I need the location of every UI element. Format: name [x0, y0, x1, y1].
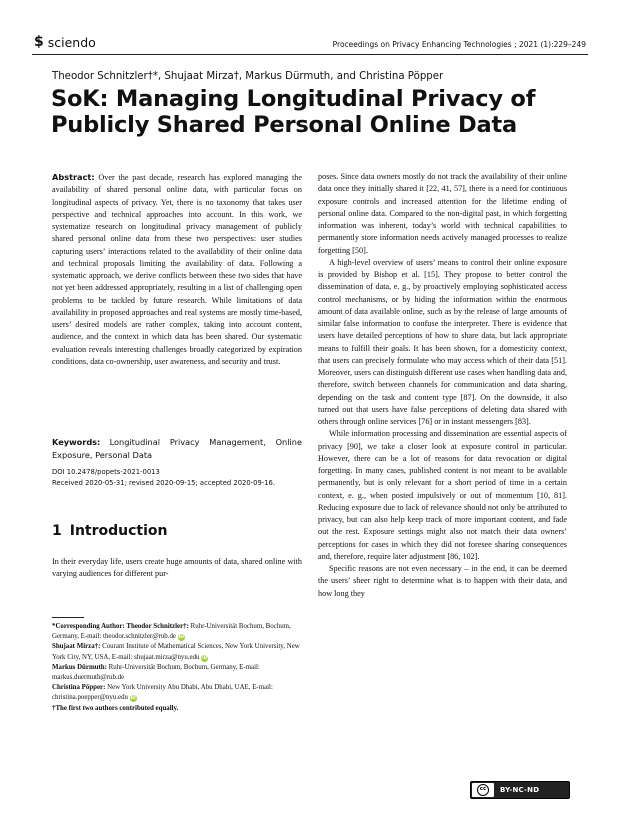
orcid-icon[interactable]: iD: [130, 696, 136, 702]
keywords: [52, 436, 302, 463]
creative-commons-icon: cc: [472, 783, 494, 797]
keywords-label: Keywords:: [52, 437, 101, 447]
abstract-label: Abstract:: [52, 172, 95, 182]
abstract: [52, 171, 302, 368]
publication-info: [52, 467, 275, 489]
body-paragraph: Specific reasons are not even necessary – in the end, it can be deemed the users’ sheer right to determine what is to happen with their data, and how long they: [318, 564, 567, 598]
footnote-item: [52, 704, 302, 714]
right-column: [318, 171, 567, 600]
logo-text: sciendo: [47, 34, 96, 50]
journal-header: Proceedings on Privacy Enhancing Technologies ; 2021 (1):229–249: [332, 40, 586, 49]
footnote-author: Markus Dürmuth:: [52, 663, 107, 671]
footnote-affiliation: New York University Abu Dhabi, Abu Dhabi, UAE, E-mail: christina.poepper@nyu.edu: [52, 684, 273, 702]
footnote-affiliation: Ruhr-Universität Bochum, Bochum, Germany, E-mail: theodor.schnitzler@rub.de: [52, 623, 291, 641]
footnote-affiliation: Courant Institute of Mathematical Sciences, New York University, New York City, NY, USA, E-mail: shujaat.mirza@nyu.edu: [52, 643, 300, 661]
intro-paragraph: In their everyday life, users create huge amounts of data, shared online with varying audiences for different pur-: [52, 557, 302, 579]
footnotes: [52, 622, 302, 714]
footnote-author: Christina Pöpper:: [52, 684, 106, 692]
received-dates: Received 2020-05-31; revised 2020-09-15; accepted 2020-09-16.: [52, 479, 276, 487]
footnote-rule: [52, 617, 84, 618]
section-title: Introduction: [69, 523, 168, 539]
footnote-item: [52, 683, 302, 703]
orcid-icon[interactable]: iD: [202, 655, 208, 661]
footnote-affiliation: Ruhr-Universität Bochum, Bochum, Germany, E-mail: markus.duermuth@rub.de: [52, 663, 260, 682]
footnote-author: Shujaat Mirza†:: [52, 643, 101, 651]
abstract-text: Over the past decade, research has explored managing the availability of shared personal online data, with particular focus on longitudinal aspects of privacy. Yet, there is no taxonomy that takes user perspective and technical approaches into account. In this work, we systematize research on longitudinal privacy management of publicly shared personal online data from these two perspectives: user studies capturing users’ interactions related to the availability of their online data and technical proposals limiting the availability of data. Following a systematic approach, we derive conflicts between these two sides that have not yet been addressed appropriately, resulting in a list of challenging open problems to be tackled by future research. While limitations of data availability in proposed approaches and real systems are mostly time-based, users’ desired models are rather complex, taking into account content, audience, and the context in which data has been shared. Our systematic evaluation reveals interesting challenges broadly categorized by expiration conditions, data co-ownership, user awareness, and security and trust.: [52, 173, 303, 366]
doi: DOI 10.2478/popets-2021-0013: [52, 468, 160, 476]
body-paragraph: While information processing and dissemination are essential aspects of privacy [90], we take a closer look at exposure control in particular. However, there can be a lot of reasons for data revocation or digital forgetting. In many cases, published content is not meant to be available permanently, but is only relevant for a short period of time in a certain context, e. g., when posted impulsively or out of momentum [10, 81]. Reducing exposure due to lack of relevance should not only be attributed to privacy, but can also help keep track of more important content, and fade out the rest. Exposure settings might also not match their data owners’ perceptions for cases in which they did not foresee sharing consequences and, therefore, require later adjustment [86, 102].: [318, 429, 567, 561]
author-list: Theodor Schnitzler†*, Shujaat Mirza†, Markus Dürmuth, and Christina Pöpper: [52, 71, 444, 82]
paper-title: SoK: Managing Longitudinal Privacy of Publicly Shared Personal Online Data: [51, 86, 536, 138]
header-rule: [32, 54, 588, 55]
sciendo-s-icon: $: [34, 34, 44, 50]
body-paragraph: A high-level overview of users’ means to control their online exposure is provided by Bishop et al. [15]. They propose to better control the dissemination of data, e. g., by proactively employing sophisticated access control mechanisms, or by hiding the information within the enormous amount of data available online, such as by the release of large amounts of similar false information to confuse the interpreter. There is evidence that users have detailed perceptions of how to share data, but lack appropriate means to fulfill their goals. It has been shown, for a domesticity context, that users can precisely formulate who may access which of their data [51]. Moreover, users can distinguish different use cases when handling data and, therefore, switch between channels for communication and data sharing, depending on the task and content type [87]. On the downside, it also turned out that users have false perceptions of deleting data shared with others through online services [76] or in instant messengers [83].: [318, 257, 567, 426]
footnote-item: [52, 622, 302, 642]
license-text: BY-NC-ND: [500, 786, 540, 794]
license-badge[interactable]: [470, 781, 570, 799]
footnote-author: *Corresponding Author: Theodor Schnitzler†:: [52, 623, 189, 630]
sciendo-logo: [34, 34, 96, 50]
keywords-text: Longitudinal Privacy Management, Online Exposure, Personal Data: [52, 437, 303, 461]
body-paragraph: poses. Since data owners mostly do not track the availability of their online data once they initially shared it [22, 41, 57], there is a need for continuous exposure controls and increased attention for the lifetime ending of personal online data. Compared to the non-digital past, in which forgetting information was inherent, today’s world with technical capabilities to permanently store information needs actively managed processes to realize forgetting [50].: [318, 172, 567, 255]
section-number: 1: [52, 523, 62, 539]
footnote-equal-contribution: †The first two authors contributed equally.: [52, 704, 179, 712]
footnote-item: [52, 642, 302, 662]
orcid-icon[interactable]: iD: [178, 635, 184, 641]
section-heading: [52, 523, 168, 539]
footnote-item: [52, 663, 302, 683]
